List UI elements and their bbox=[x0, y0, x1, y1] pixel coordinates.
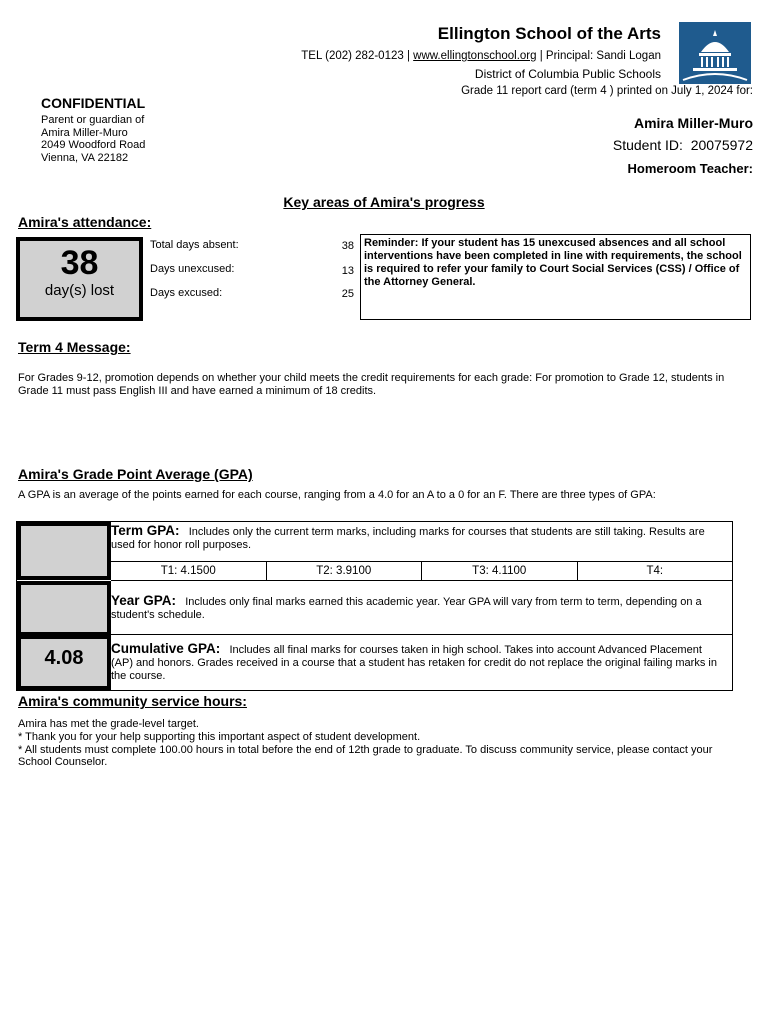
gpa-row-divider bbox=[111, 634, 732, 635]
excused-label: Days excused: bbox=[150, 287, 223, 299]
total-absent-label: Total days absent: bbox=[150, 239, 239, 251]
term-message-text: For Grades 9-12, promotion depends on whether your child meets the credit requirements for each grade: For promotion to Grade 12, students in Grade 11 must pass English III and have earned a minimum of 18 credits. bbox=[18, 372, 725, 397]
term-gpa-description bbox=[111, 525, 726, 552]
days-lost-value: 38 bbox=[60, 244, 99, 282]
cumulative-gpa-description bbox=[111, 643, 726, 682]
term-message-heading: Term 4 Message: bbox=[18, 339, 131, 355]
year-gpa-box bbox=[17, 581, 111, 636]
address-line: Parent or guardian of bbox=[41, 114, 145, 126]
term-gpa-t2: T2: 3.9100 bbox=[266, 562, 422, 580]
term-gpa-text: Includes only the current term marks, including marks for courses that students are still taking. Results are used for honor roll purposes. bbox=[111, 526, 705, 551]
student-id-value: 20075972 bbox=[690, 137, 753, 153]
gpa-intro: A GPA is an average of the points earned for each course, ranging from a 4.0 for an A to a 0 for an F. There are three types of GPA: bbox=[18, 489, 656, 501]
term-gpa-t3: T3: 4.1100 bbox=[421, 562, 577, 580]
gpa-heading: Amira's Grade Point Average (GPA) bbox=[18, 466, 253, 482]
days-lost-label: day(s) lost bbox=[44, 282, 115, 299]
key-areas-heading bbox=[0, 194, 768, 210]
cumulative-gpa-label: Cumulative GPA: bbox=[111, 641, 221, 656]
school-website-link[interactable]: www.ellingtonschool.org bbox=[413, 50, 537, 62]
term-gpa-t4: T4: bbox=[577, 562, 733, 580]
school-phone: TEL (202) 282-0123 | bbox=[301, 50, 414, 62]
key-areas-title: Key areas of Amira's progress bbox=[283, 194, 485, 210]
unexcused-label: Days unexcused: bbox=[150, 263, 235, 275]
year-gpa-description bbox=[111, 595, 726, 622]
community-line: * Thank you for your help supporting this important aspect of student development. bbox=[18, 730, 421, 743]
address-line: Amira Miller-Muro bbox=[41, 126, 128, 139]
attendance-reminder: Reminder: If your student has 15 unexcused absences and all school interventions have been completed in line with requirements, the school is required to refer your family to Court Social Services (CSS) / Office of the Attorney General. bbox=[360, 234, 751, 320]
capitol-dome-logo-icon bbox=[679, 22, 751, 84]
school-principal: | Principal: Sandi Logan bbox=[536, 50, 661, 62]
year-gpa-label: Year GPA: bbox=[111, 593, 177, 608]
student-name: Amira Miller-Muro bbox=[633, 115, 753, 131]
cumulative-gpa-value: 4.08 bbox=[44, 647, 84, 669]
community-service-text bbox=[18, 718, 738, 769]
confidential-label: CONFIDENTIAL bbox=[41, 95, 146, 111]
unexcused-value: 13 bbox=[341, 265, 354, 277]
days-lost-box bbox=[16, 237, 143, 321]
report-printed-line: Grade 11 report card (term 4 ) printed on July 1, 2024 for: bbox=[461, 85, 753, 97]
student-id-label: Student ID: bbox=[612, 137, 683, 153]
student-id bbox=[500, 137, 753, 153]
address-line: Vienna, VA 22182 bbox=[41, 151, 129, 164]
community-line: Amira has met the grade-level target. bbox=[18, 718, 199, 730]
term-gpa-label: Term GPA: bbox=[111, 523, 180, 538]
term-gpa-values bbox=[111, 561, 732, 581]
homeroom-teacher-label: Homeroom Teacher: bbox=[627, 161, 753, 176]
address-line: 2049 Woodford Road bbox=[41, 139, 146, 152]
school-name: Ellington School of the Arts bbox=[437, 24, 661, 43]
district-name: District of Columbia Public Schools bbox=[474, 67, 661, 81]
cumulative-gpa-text: Includes all final marks for courses taken in high school. Takes into account Advanced Placement (AP) and honors. Grades received in a course that a student has retaken for credit do not replace the original failing marks in the course. bbox=[111, 644, 717, 682]
community-line: * All students must complete 100.00 hours in total before the end of 12th grade to graduate. To discuss community service, please contact your School Counselor. bbox=[18, 743, 713, 769]
total-absent-value: 38 bbox=[341, 240, 354, 252]
excused-value: 25 bbox=[341, 288, 354, 300]
community-service-heading: Amira's community service hours: bbox=[18, 693, 247, 709]
school-contact bbox=[220, 50, 661, 62]
term-gpa-t1: T1: 4.1500 bbox=[160, 565, 216, 577]
mailing-address bbox=[41, 114, 145, 164]
cumulative-gpa-box bbox=[17, 635, 111, 690]
year-gpa-text: Includes only final marks earned this academic year. Year GPA will vary from term to term, depending on a student's schedule. bbox=[111, 596, 702, 621]
gpa-table bbox=[16, 521, 733, 691]
term-gpa-box bbox=[17, 522, 111, 580]
attendance-heading: Amira's attendance: bbox=[18, 214, 152, 230]
